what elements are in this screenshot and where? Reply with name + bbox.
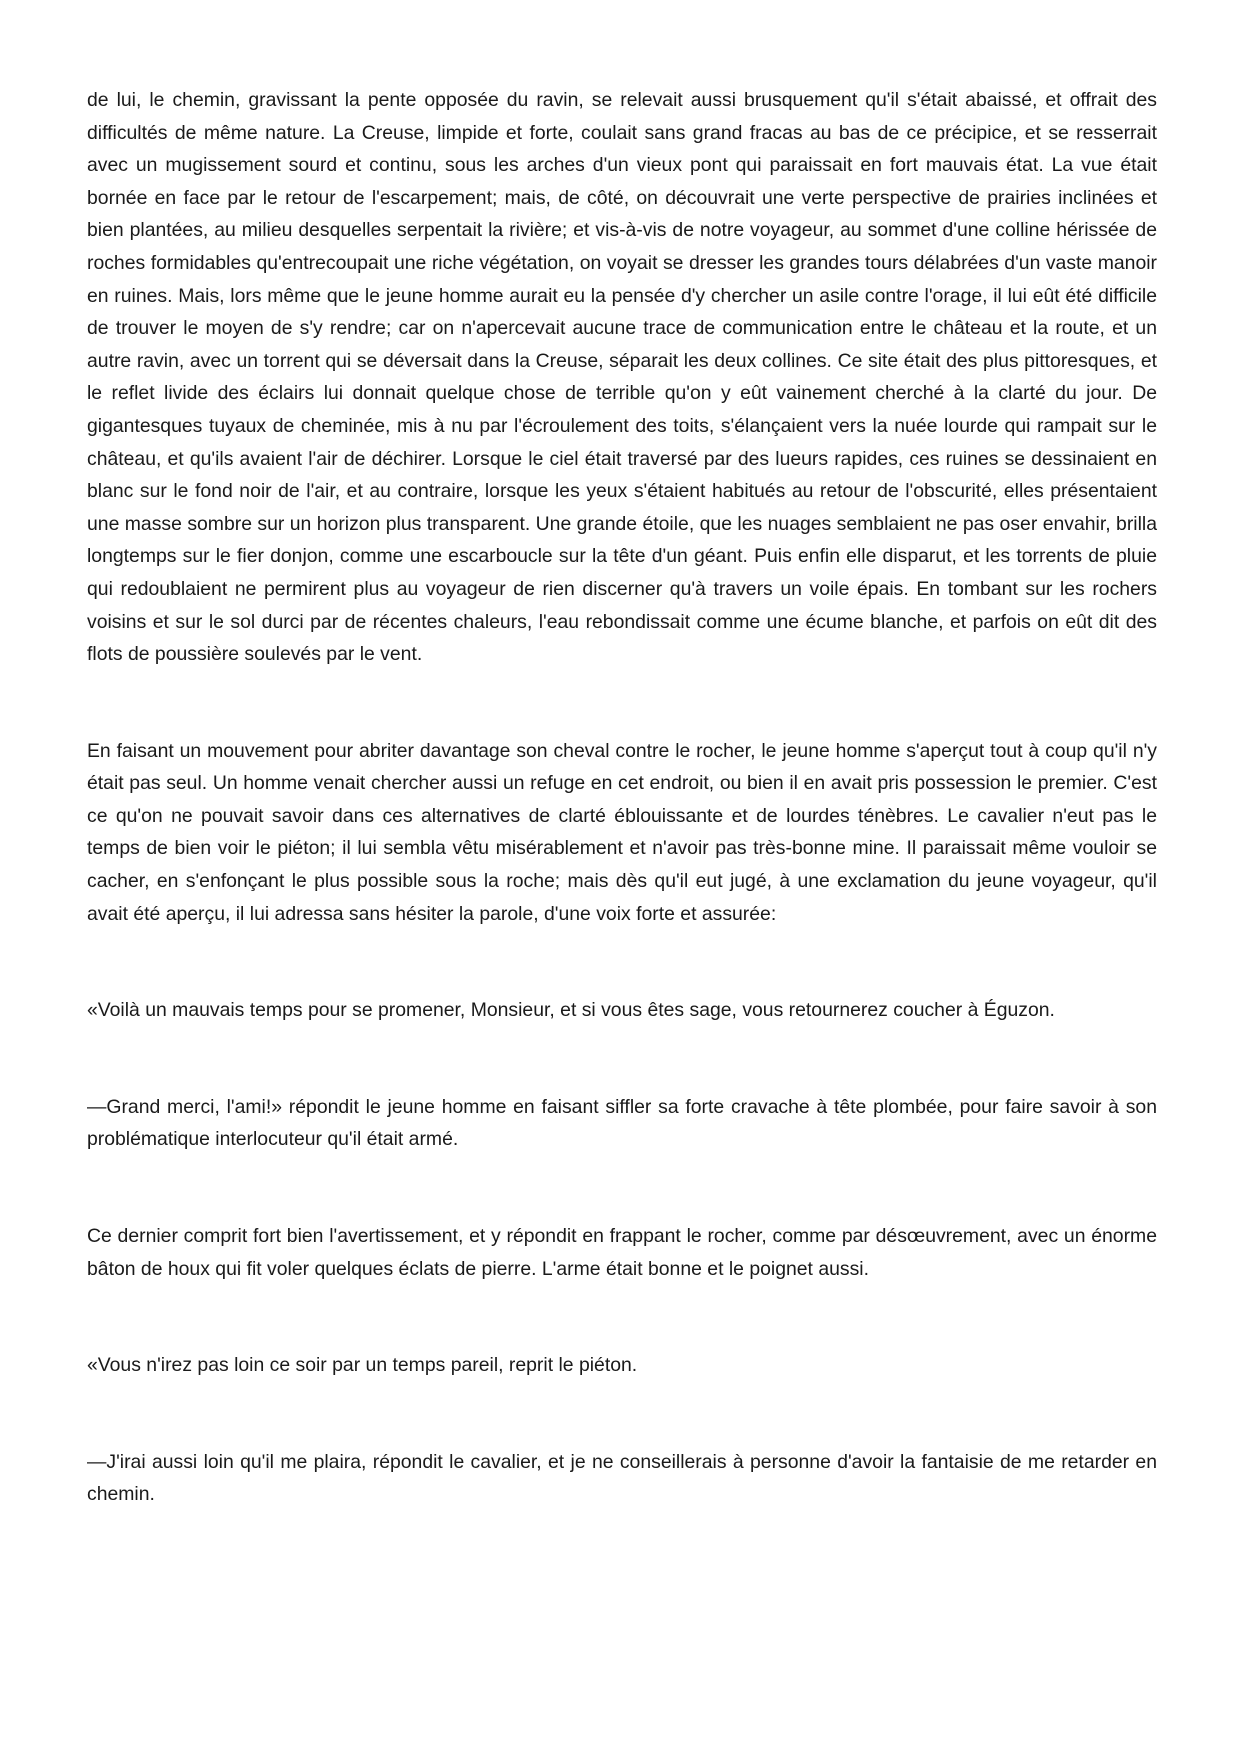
paragraph-4: —Grand merci, l'ami!» répondit le jeune homme en faisant siffler sa forte cravache à tête plombée, pour faire savoir à son problématique interlocuteur qu'il était armé. (87, 1095, 1157, 1151)
paragraph-3: «Voilà un mauvais temps pour se promener, Monsieur, et si vous êtes sage, vous retournerez coucher à Éguzon. (87, 999, 1055, 1022)
paragraph-1: de lui, le chemin, gravissant la pente opposée du ravin, se relevait aussi brusquement qu'il s'était abaissé, et offrait des difficultés de même nature. La Creuse, limpide et forte, coulait sans grand fracas au bas de ce précipice, et se resserrait avec un mugissement sourd et continu, sous les arches d'un vieux pont qui paraissait en fort mauvais état. La vue était bornée en face par le retour de l'escarpement; mais, de côté, on découvrait une verte perspective de prairies inclinées et bien plantées, au milieu desquelles serpentait la rivière; et vis-à-vis de notre voyageur, au sommet d'une colline hérissée de roches formidables qu'entrecoupait une riche végétation, on voyait se dresser les grandes tours délabrées d'un vaste manoir en ruines. Mais, lors même que le jeune homme aurait eu la pensée d'y chercher un asile contre l'orage, il lui eût été difficile de trouver le moyen de s'y rendre; car on n'apercevait aucune trace de communication entre le château et la route, et un autre ravin, avec un torrent qui se déversait dans la Creuse, séparait les deux collines. Ce site était des plus pittoresques, et le reflet livide des éclairs lui donnait quelque chose de terrible qu'on y eût vainement cherché à la clarté du jour. De gigantesques tuyaux de cheminée, mis à nu par l'écroulement des toits, s'élançaient vers la nuée lourde qui rampait sur le château, et qu'ils avaient l'air de déchirer. Lorsque le ciel était traversé par des lueurs rapides, ces ruines se dessinaient en blanc sur le fond noir de l'air, et au contraire, lorsque les yeux s'étaient habitués au retour de l'obscurité, elles présentaient une masse sombre sur un horizon plus transparent. Une grande étoile, que les nuages semblaient ne pas oser envahir, brilla longtemps sur le fier donjon, comme une escarboucle sur la tête d'un géant. Puis enfin elle disparut, et les torrents de pluie qui redoublaient ne permirent plus au voyageur de rien discerner qu'à travers un voile épais. En tombant sur les rochers voisins et sur le sol durci par de récentes chaleurs, l'eau rebondissait comme une écume blanche, et parfois on eût dit des flots de poussière soulevés par le vent. (87, 89, 1157, 666)
paragraph-5: Ce dernier comprit fort bien l'avertissement, et y répondit en frappant le rocher, comme par désœuvrement, avec un énorme bâton de houx qui fit voler quelques éclats de pierre. L'arme était bonne et le poignet aussi. (87, 1225, 1157, 1280)
text-body (87, 84, 1157, 1511)
paragraph-7: —J'irai aussi loin qu'il me plaira, répondit le cavalier, et je ne conseillerais à personne d'avoir la fantaisie de me retarder en chemin. (87, 1450, 1157, 1506)
paragraph-2: En faisant un mouvement pour abriter davantage son cheval contre le rocher, le jeune homme s'aperçut tout à coup qu'il n'y était pas seul. Un homme venait chercher aussi un refuge en cet endroit, ou bien il en avait pris possession le premier. C'est ce qu'on ne pouvait savoir dans ces alternatives de clarté éblouissante et de lourdes ténèbres. Le cavalier n'eut pas le temps de bien voir le piéton; il lui sembla vêtu misérablement et n'avoir pas très-bonne mine. Il paraissait même vouloir se cacher, en s'enfonçant le plus possible sous la roche; mais dès qu'il eut jugé, à une exclamation du jeune voyageur, qu'il avait été aperçu, il lui adressa sans hésiter la parole, d'une voix forte et assurée: (87, 739, 1157, 925)
paragraph-6: «Vous n'irez pas loin ce soir par un temps pareil, reprit le piéton. (87, 1354, 638, 1377)
